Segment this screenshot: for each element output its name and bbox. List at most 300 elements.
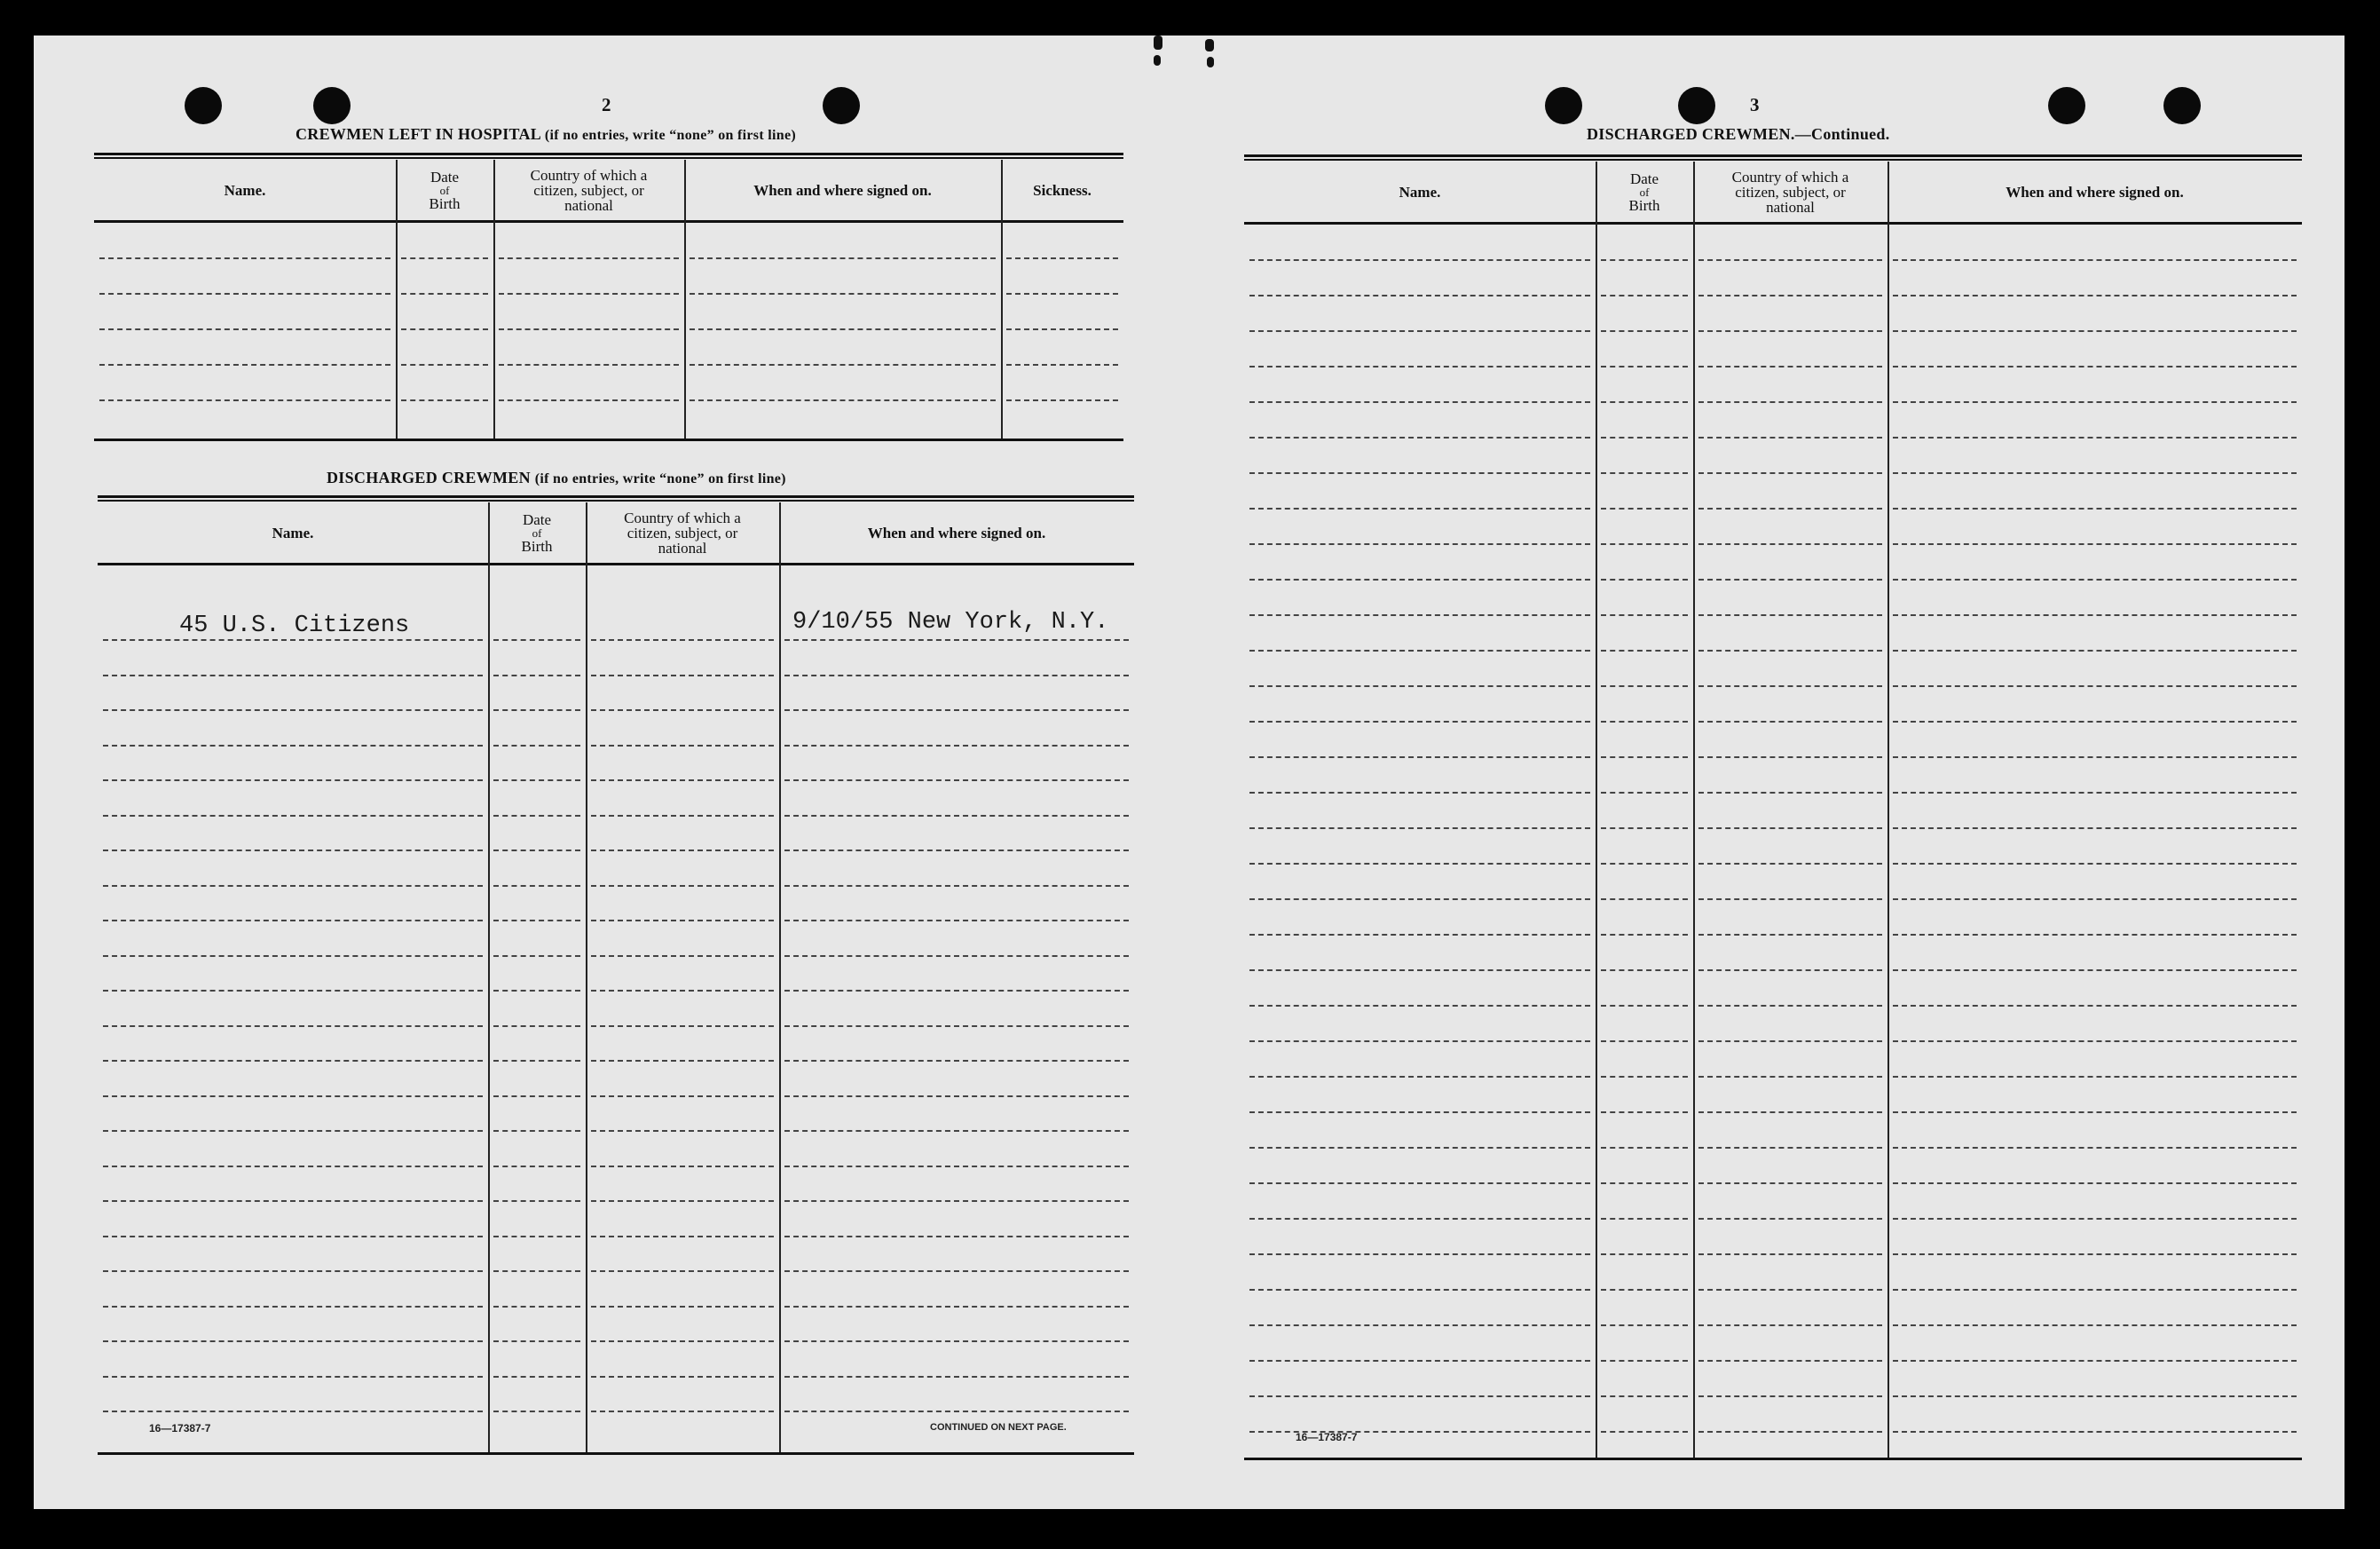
ruled-line [1601, 437, 1688, 439]
ruled-line [784, 920, 1129, 921]
ruled-line [99, 293, 390, 295]
ruled-line [1893, 1218, 2297, 1220]
ruled-line [1249, 721, 1590, 723]
ruled-line [591, 745, 774, 747]
ruled-line [1249, 543, 1590, 545]
ruled-line [401, 364, 488, 366]
ruled-line [1249, 792, 1590, 794]
ruled-line [493, 745, 580, 747]
ruled-line [1698, 1253, 1882, 1255]
ruled-line [493, 815, 580, 817]
ruled-line [103, 1270, 483, 1272]
ruled-line [690, 399, 996, 401]
header-sickness: Sickness. [1033, 181, 1091, 199]
discharged-title-text: DISCHARGED CREWMEN [327, 469, 531, 486]
ruled-line [103, 920, 483, 921]
ruled-line [1601, 827, 1688, 829]
ruled-line [1601, 295, 1688, 296]
ruled-line [1893, 330, 2297, 332]
ruled-line [1698, 650, 1882, 652]
ruled-line [103, 885, 483, 887]
ruled-line [99, 257, 390, 259]
ruled-line [1601, 614, 1688, 616]
ruled-line [401, 399, 488, 401]
ruled-line [1249, 1005, 1590, 1007]
ruled-line [1249, 579, 1590, 581]
ruled-line [1249, 898, 1590, 900]
column-divider [1693, 162, 1695, 1458]
ruled-line [784, 1340, 1129, 1342]
ruled-line [784, 675, 1129, 676]
binding-mark [1154, 36, 1162, 50]
ruled-line [1698, 259, 1882, 261]
ruled-line [784, 709, 1129, 711]
binding-mark [1154, 55, 1161, 66]
ruled-line [493, 1340, 580, 1342]
header-date-of-birth [488, 502, 586, 563]
ruled-line [499, 399, 679, 401]
ruled-line [591, 1411, 774, 1412]
ruled-line [1698, 330, 1882, 332]
ruled-line [1698, 1431, 1882, 1433]
header-signed-on: When and where signed on. [867, 524, 1046, 541]
ruled-line [1893, 1253, 2297, 1255]
ruled-line [499, 293, 679, 295]
ruled-line [1601, 1289, 1688, 1291]
binding-mark [1207, 57, 1214, 67]
ruled-line [1601, 259, 1688, 261]
punch-hole [2163, 87, 2201, 124]
right-section-title: DISCHARGED CREWMEN.—Continued. [1587, 125, 1890, 143]
ruled-line [1249, 1076, 1590, 1078]
ruled-line [1249, 259, 1590, 261]
ruled-line [784, 815, 1129, 817]
ruled-line [690, 293, 996, 295]
ruled-line [493, 675, 580, 676]
ruled-line [1249, 508, 1590, 510]
ruled-line [1601, 1218, 1688, 1220]
ruled-line [1893, 472, 2297, 474]
ruled-line [493, 1306, 580, 1308]
ruled-line [591, 639, 774, 641]
discharged-title-note: (if no entries, write “none” on first line) [534, 471, 786, 486]
ruled-line [1249, 295, 1590, 296]
ruled-line [1249, 827, 1590, 829]
hospital-section-title [296, 125, 796, 144]
ruled-line [1601, 1431, 1688, 1433]
ruled-line [1698, 1182, 1882, 1184]
ruled-line [1249, 330, 1590, 332]
ruled-line [1601, 969, 1688, 971]
punch-hole [1678, 87, 1715, 124]
header-dob-line: Birth [429, 194, 461, 212]
ruled-line [1893, 863, 2297, 865]
ruled-line [103, 1376, 483, 1378]
ruled-line [1893, 401, 2297, 403]
header-dob-line: of [439, 183, 450, 197]
ruled-line [1249, 1040, 1590, 1042]
ruled-line [1893, 614, 2297, 616]
header-date-of-birth [396, 160, 493, 220]
punch-hole [313, 87, 351, 124]
ruled-line [591, 1236, 774, 1237]
ruled-line [784, 850, 1129, 851]
ruled-line [1893, 1289, 2297, 1291]
header-country-line: Country of which a [530, 166, 648, 184]
punch-hole [185, 87, 222, 124]
ruled-line [591, 1025, 774, 1027]
ruled-line [1601, 508, 1688, 510]
ruled-line [1249, 756, 1590, 758]
continued-note: CONTINUED ON NEXT PAGE. [930, 1422, 1067, 1433]
ruled-line [103, 850, 483, 851]
column-divider [488, 502, 490, 1452]
ruled-line [784, 1236, 1129, 1237]
ruled-line [493, 1025, 580, 1027]
ruled-line [591, 1166, 774, 1167]
ruled-line [1249, 934, 1590, 936]
ledger-sheet [34, 36, 2345, 1509]
ruled-line [1698, 934, 1882, 936]
ruled-line [1601, 472, 1688, 474]
ruled-line [493, 850, 580, 851]
ruled-line [1601, 401, 1688, 403]
ruled-line [1006, 364, 1118, 366]
header-date-of-birth [1596, 162, 1693, 222]
ruled-line [1601, 543, 1688, 545]
ruled-line [1893, 721, 2297, 723]
ruled-line [103, 955, 483, 957]
ruled-line [1893, 969, 2297, 971]
ruled-line [591, 885, 774, 887]
ruled-line [1601, 1111, 1688, 1113]
ruled-line [1698, 1218, 1882, 1220]
ruled-line [103, 815, 483, 817]
ruled-line [591, 1340, 774, 1342]
ruled-line [401, 328, 488, 330]
header-country-line: Country of which a [1731, 168, 1849, 186]
table-bottom-rule [1244, 1458, 2302, 1460]
header-country [1693, 162, 1887, 222]
header-bottom-rule [98, 563, 1134, 565]
ruled-line [1249, 1111, 1590, 1113]
ruled-line [103, 745, 483, 747]
ruled-line [1249, 685, 1590, 687]
column-divider [586, 502, 587, 1452]
ruled-line [690, 328, 996, 330]
ruled-line [103, 709, 483, 711]
ruled-line [493, 990, 580, 992]
ruled-line [1249, 366, 1590, 367]
ruled-line [1698, 1005, 1882, 1007]
header-dob-line: Date [1629, 170, 1659, 187]
column-divider [1596, 162, 1597, 1458]
ruled-line [784, 639, 1129, 641]
hospital-title-note: (if no entries, write “none” on first line) [544, 128, 796, 143]
ruled-line [1698, 685, 1882, 687]
ruled-line [1698, 1360, 1882, 1362]
header-dob-line: Birth [1628, 196, 1660, 214]
ruled-line [103, 1166, 483, 1167]
header-country-line: national [564, 196, 613, 214]
ruled-line [1006, 328, 1118, 330]
ruled-line [1893, 508, 2297, 510]
ruled-line [591, 1095, 774, 1097]
ruled-line [493, 779, 580, 781]
ruled-line [1601, 898, 1688, 900]
ruled-line [591, 1376, 774, 1378]
header-name: Name. [272, 524, 314, 541]
ruled-line [784, 1411, 1129, 1412]
ruled-line [591, 709, 774, 711]
punch-hole [1545, 87, 1582, 124]
form-number-right: 16—17387-7 [1296, 1431, 1358, 1443]
ruled-line [1893, 1005, 2297, 1007]
ruled-line [493, 1130, 580, 1132]
ruled-line [1601, 721, 1688, 723]
header-dob-line: of [532, 526, 542, 540]
header-name: Name. [224, 181, 266, 199]
ruled-line [1249, 1360, 1590, 1362]
ruled-line [1006, 293, 1118, 295]
punch-hole [823, 87, 860, 124]
entry-name: 45 U.S. Citizens [179, 612, 410, 639]
ruled-line [99, 399, 390, 401]
ruled-line [103, 1095, 483, 1097]
ruled-line [591, 920, 774, 921]
ruled-line [1893, 1431, 2297, 1433]
header-country-line: citizen, subject, or [533, 181, 644, 199]
ruled-line [1698, 1147, 1882, 1149]
hospital-title-text: CREWMEN LEFT IN HOSPITAL [296, 125, 541, 143]
ruled-line [784, 779, 1129, 781]
ruled-line [1601, 1360, 1688, 1362]
discharged-table [98, 495, 1134, 1458]
ruled-line [1249, 650, 1590, 652]
ruled-line [493, 920, 580, 921]
ruled-line [784, 885, 1129, 887]
ruled-line [1698, 1111, 1882, 1113]
discharged-section-title [327, 469, 786, 487]
ruled-line [1249, 437, 1590, 439]
ruled-line [103, 1411, 483, 1412]
ruled-line [1601, 934, 1688, 936]
punch-hole [2048, 87, 2085, 124]
table-top-rule [1244, 154, 2302, 161]
ruled-line [1698, 579, 1882, 581]
ruled-line [591, 779, 774, 781]
ruled-line [1601, 1040, 1688, 1042]
ruled-line [1249, 1324, 1590, 1326]
ruled-line [1698, 863, 1882, 865]
ruled-line [103, 1060, 483, 1062]
ruled-line [784, 1200, 1129, 1202]
ruled-line [1698, 1395, 1882, 1397]
ruled-line [784, 1376, 1129, 1378]
page-number-right: 3 [1750, 94, 1760, 115]
table-bottom-rule [94, 439, 1123, 441]
header-signed-on: When and where signed on. [2006, 183, 2184, 201]
ruled-line [99, 328, 390, 330]
ruled-line [1893, 579, 2297, 581]
header-dob-line: Birth [521, 537, 553, 555]
ruled-line [1698, 543, 1882, 545]
ruled-line [493, 1236, 580, 1237]
ruled-line [401, 257, 488, 259]
ruled-line [493, 885, 580, 887]
ruled-line [493, 1166, 580, 1167]
ruled-line [784, 745, 1129, 747]
ruled-line [1601, 579, 1688, 581]
ruled-line [401, 293, 488, 295]
ruled-line [99, 364, 390, 366]
ruled-line [1893, 1324, 2297, 1326]
ruled-line [1601, 1076, 1688, 1078]
header-name: Name. [1399, 183, 1441, 201]
ruled-line [103, 1025, 483, 1027]
ruled-line [1698, 1076, 1882, 1078]
ruled-line [1893, 934, 2297, 936]
ruled-line [1893, 685, 2297, 687]
ruled-line [1893, 1395, 2297, 1397]
header-country-line: national [658, 539, 707, 557]
ruled-line [493, 1060, 580, 1062]
ruled-line [591, 1306, 774, 1308]
ruled-line [784, 955, 1129, 957]
ruled-line [591, 850, 774, 851]
ruled-line [784, 1025, 1129, 1027]
ruled-line [1698, 1040, 1882, 1042]
ruled-line [1249, 1218, 1590, 1220]
ruled-line [493, 709, 580, 711]
page-number-left: 2 [602, 94, 611, 115]
ruled-line [784, 1130, 1129, 1132]
table-bottom-rule [98, 1452, 1134, 1455]
ruled-line [1698, 508, 1882, 510]
ruled-line [1698, 401, 1882, 403]
header-dob-line: of [1639, 185, 1650, 199]
ruled-line [1893, 543, 2297, 545]
ruled-line [1698, 1324, 1882, 1326]
ruled-line [1698, 1289, 1882, 1291]
header-dob-line: Date [430, 168, 460, 186]
ruled-line [784, 1095, 1129, 1097]
ruled-line [1893, 792, 2297, 794]
ruled-line [493, 1270, 580, 1272]
ruled-line [1698, 827, 1882, 829]
column-divider [1887, 162, 1889, 1458]
header-bottom-rule [1244, 222, 2302, 225]
ruled-line [690, 364, 996, 366]
header-country [586, 502, 779, 563]
table-top-rule [94, 153, 1123, 159]
ruled-line [1893, 650, 2297, 652]
ruled-line [103, 1130, 483, 1132]
ruled-line [1249, 1395, 1590, 1397]
header-country-line: citizen, subject, or [627, 524, 738, 541]
ruled-line [1249, 863, 1590, 865]
ruled-line [103, 1200, 483, 1202]
ruled-line [493, 1411, 580, 1412]
ruled-line [499, 364, 679, 366]
ruled-line [1601, 756, 1688, 758]
header-country-line: national [1766, 198, 1815, 216]
ruled-line [1698, 437, 1882, 439]
form-number-left: 16—17387-7 [149, 1422, 211, 1434]
ruled-line [591, 815, 774, 817]
ruled-line [1893, 1360, 2297, 1362]
ruled-line [1698, 898, 1882, 900]
ruled-line [1249, 472, 1590, 474]
ruled-line [784, 1270, 1129, 1272]
header-signed-on: When and where signed on. [753, 181, 932, 199]
ruled-line [784, 990, 1129, 992]
ruled-line [1006, 257, 1118, 259]
ruled-line [103, 990, 483, 992]
ruled-line [103, 639, 483, 641]
ruled-line [1893, 1040, 2297, 1042]
ruled-line [1893, 1111, 2297, 1113]
header-country [493, 160, 684, 220]
ruled-line [1601, 1005, 1688, 1007]
ruled-line [1249, 1253, 1590, 1255]
ruled-line [1601, 1182, 1688, 1184]
header-country-line: Country of which a [624, 509, 741, 526]
ruled-line [1601, 1147, 1688, 1149]
ruled-line [493, 1200, 580, 1202]
ruled-line [1698, 721, 1882, 723]
ruled-line [784, 1306, 1129, 1308]
ruled-line [1893, 756, 2297, 758]
ruled-line [1893, 295, 2297, 296]
header-country-line: citizen, subject, or [1735, 183, 1846, 201]
hospital-table [94, 153, 1123, 446]
ruled-line [493, 955, 580, 957]
ruled-line [103, 1340, 483, 1342]
ruled-line [784, 1060, 1129, 1062]
ruled-line [1893, 366, 2297, 367]
ruled-line [493, 639, 580, 641]
column-divider [779, 502, 781, 1452]
ruled-line [1249, 1182, 1590, 1184]
ruled-line [1249, 401, 1590, 403]
ruled-line [1601, 863, 1688, 865]
ruled-line [1249, 1289, 1590, 1291]
ruled-line [1698, 295, 1882, 296]
binding-mark [1205, 39, 1214, 51]
ruled-line [1893, 1182, 2297, 1184]
ruled-line [1698, 614, 1882, 616]
ruled-line [1893, 437, 2297, 439]
ruled-line [591, 1130, 774, 1132]
ruled-line [493, 1095, 580, 1097]
ruled-line [103, 1306, 483, 1308]
ruled-line [1601, 685, 1688, 687]
ruled-line [1698, 792, 1882, 794]
ruled-line [1601, 1253, 1688, 1255]
discharged-continued-table [1244, 154, 2302, 1468]
ruled-line [1601, 1395, 1688, 1397]
ruled-line [1601, 366, 1688, 367]
ruled-line [591, 675, 774, 676]
ruled-line [1601, 650, 1688, 652]
ruled-line [690, 257, 996, 259]
ruled-line [1698, 756, 1882, 758]
ruled-line [103, 1236, 483, 1237]
header-dob-line: Date [522, 510, 552, 528]
table-top-rule [98, 495, 1134, 502]
ruled-line [1893, 1076, 2297, 1078]
